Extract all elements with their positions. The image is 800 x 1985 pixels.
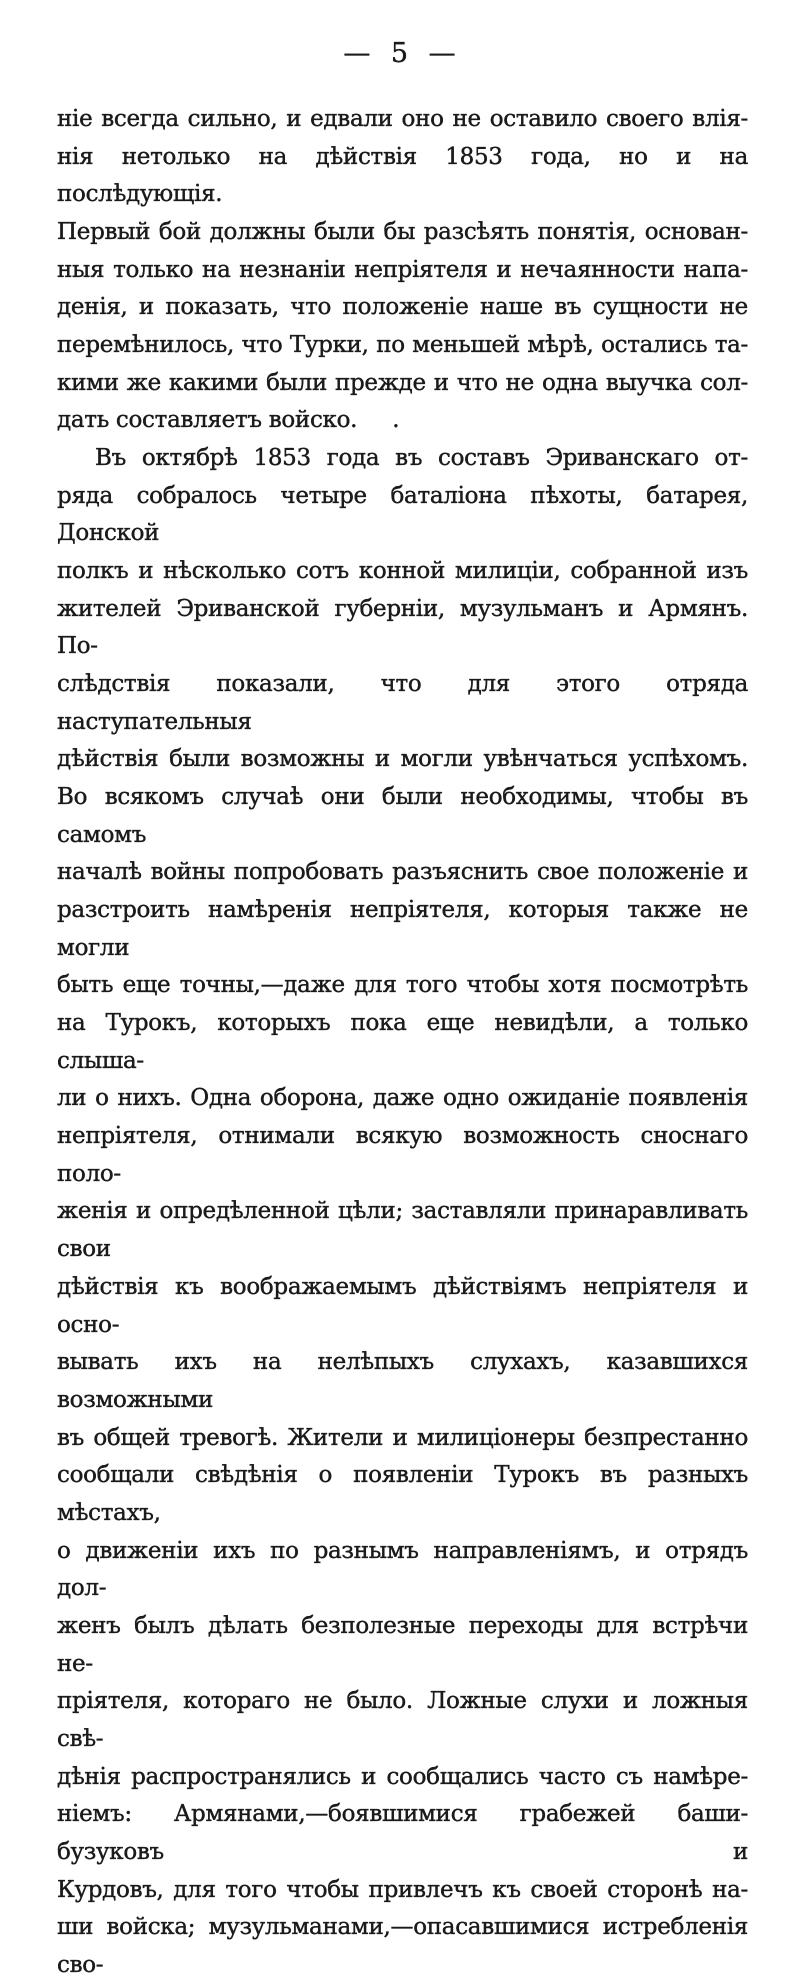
text-line: Курдовъ, для того чтобы привлечъ къ своей сторонѣ на- (57, 1876, 748, 1903)
text-line: Во всякомъ случаѣ они были необходимы, чтобы въ самомъ (57, 784, 748, 848)
text-line: началѣ войны попробовать разъяснить свое положеніе и (57, 859, 748, 886)
text-line: непріятеля, отнимали всякую возможность сноснаго поло- (57, 1123, 748, 1187)
paragraph-1 (57, 101, 748, 440)
text-line: разстроить намѣренія непріятеля, которыя также не могли (57, 897, 748, 961)
text-line: дѣнія распространялись и сообщались часто съ намѣре- (57, 1763, 748, 1790)
text-line: вывать ихъ на нелѣпыхъ слухахъ, казавшихся возможными (57, 1349, 748, 1413)
text-line: кими же какими были прежде и что не одна выучка сол- (57, 369, 748, 396)
text-line: женія и опредѣленной цѣли; заставляли принаравливать свои (57, 1198, 748, 1263)
text-line: ли о нихъ. Одна оборона, даже одно ожиданіе появленія (57, 1085, 748, 1112)
text-line: быть еще точны,—даже для того чтобы хотя посмотрѣть (57, 972, 748, 999)
text-line: жителей Эриванской губерніи, музульманъ и Армянъ. По- (57, 595, 748, 660)
text-line: перемѣнилось, что Турки, по меньшей мѣрѣ, остались та- (57, 332, 748, 359)
text-line: пріятеля, котораго не было. Ложные слухи и ложныя свѣ- (57, 1688, 748, 1752)
text-line: Въ октябрѣ 1853 года въ составъ Эриванскаго от- (95, 445, 748, 472)
text-line: ныя только на незнаніи непріятеля и нечаянности напа- (57, 256, 748, 283)
text-line: дѣйствія были возможны и могли увѣнчаться успѣхомъ. (57, 746, 748, 773)
text-line: Первый бой должны были бы разсѣять понятія, основан- (57, 219, 748, 246)
paragraph-2 (57, 440, 748, 1985)
text-line: полкъ и нѣсколько сотъ конной милиціи, собранной изъ (57, 558, 748, 585)
text-line: нія нетолько на дѣйствія 1853 года, но и на послѣдующія. (57, 143, 748, 208)
text-line: дѣйствія къ воображаемымъ дѣйствіямъ непріятеля и осно- (57, 1273, 748, 1338)
text-line: ряда собралось четыре баталіона пѣхоты, батарея, Донской (57, 482, 748, 547)
text-line: въ общей тревогѣ. Жители и милиціонеры безпрестанно (57, 1424, 748, 1451)
text-line: денія, и показать, что положеніе наше въ сущности не (57, 294, 748, 321)
text-line: о движеніи ихъ по разнымъ направленіямъ, и отрядъ дол- (57, 1537, 748, 1602)
body-text (57, 101, 748, 1985)
text-line: ніе всегда сильно, и едвали оно не оставило своего влія- (57, 106, 748, 132)
page-number-header: — 5 — (343, 38, 457, 69)
text-line: ши войска; музульманами,—опасавшимися истребленія сво- (57, 1914, 748, 1978)
text-line: дать составляетъ войско. . (57, 407, 400, 434)
text-line: сообщали свѣдѣнія о появленіи Турокъ въ разныхъ мѣстахъ, (57, 1462, 748, 1526)
text-line: ніемъ: Армянами,—боявшимися грабежей баши-бузуковъ и (57, 1801, 748, 1865)
text-line: женъ былъ дѣлать безполезные переходы для встрѣчи не- (57, 1612, 748, 1677)
text-line: на Турокъ, которыхъ пока еще невидѣли, а только слыша- (57, 1010, 748, 1074)
text-line: слѣдствія показали, что для этого отряда наступательныя (57, 671, 748, 735)
